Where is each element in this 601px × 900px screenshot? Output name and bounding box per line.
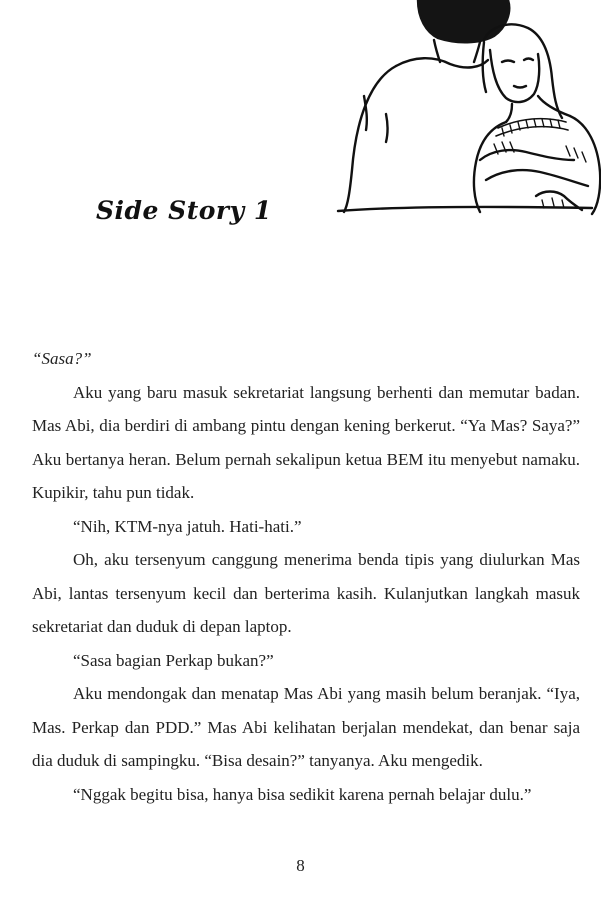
- paragraph: “Sasa?”: [32, 349, 92, 368]
- paragraph: Oh, aku tersenyum canggung menerima benda tipis yang diulurkan Mas Abi, lantas tersenyum kecil dan berterima kasih. Kulanjutkan langkah masuk sekretariat dan duduk di depan laptop.: [32, 550, 580, 636]
- couple-illustration: [330, 0, 601, 240]
- body-text: [32, 342, 580, 811]
- paragraph: “Sasa bagian Perkap bukan?”: [73, 650, 274, 670]
- paragraph: Aku mendongak dan menatap Mas Abi yang masih belum beranjak. “Iya, Mas. Perkap dan PDD.” Mas Abi kelihatan berjalan mendekat, dan benar saja dia duduk di sampingku. “Bisa desain?” tanyanya. Aku mengedik.: [32, 684, 580, 770]
- paragraph: Aku yang baru masuk sekretariat langsung berhenti dan memutar badan. Mas Abi, dia berdiri di ambang pintu dengan kening berkerut. “Ya Mas? Saya?” Aku bertanya heran. Belum pernah sekalipun ketua BEM itu menyebut namaku. Kupikir, tahu pun tidak.: [32, 382, 580, 502]
- page-number: 8: [296, 856, 305, 875]
- paragraph: “Nggak begitu bisa, hanya bisa sedikit karena pernah belajar dulu.”: [73, 784, 532, 804]
- chapter-title: Side Story 1: [96, 196, 272, 225]
- paragraph: “Nih, KTM-nya jatuh. Hati-hati.”: [73, 516, 302, 536]
